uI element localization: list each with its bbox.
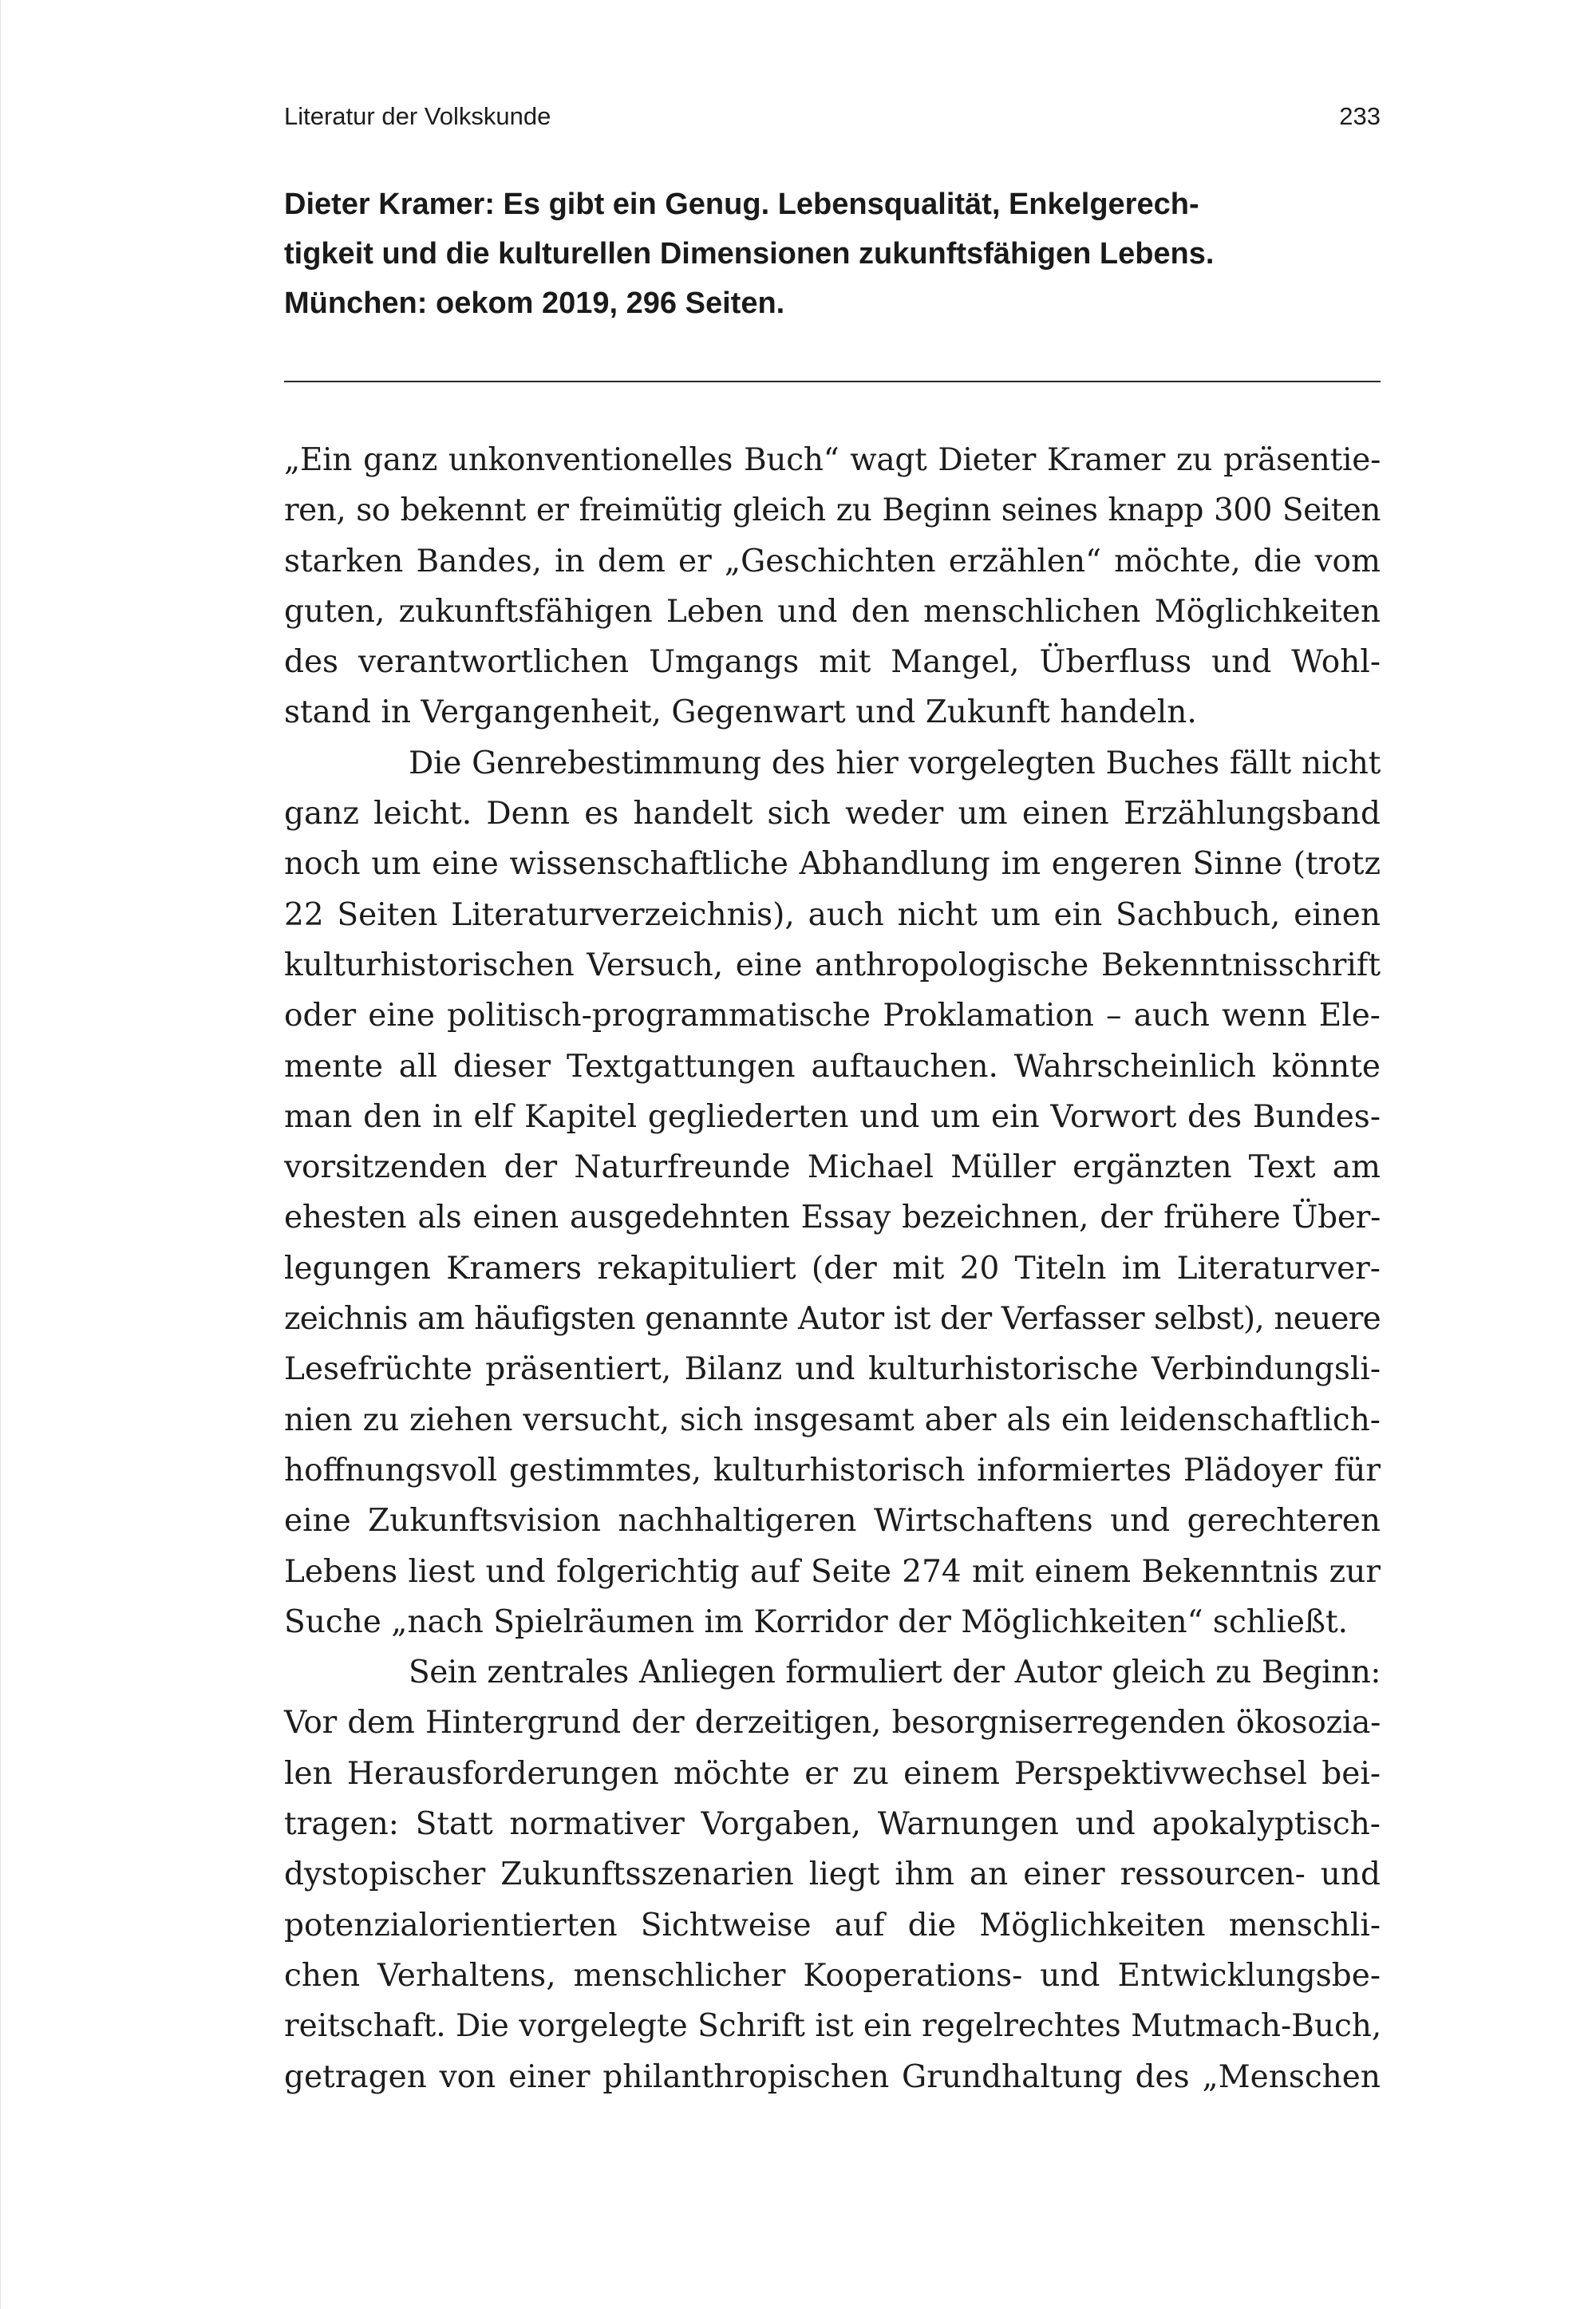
text-line: guten, zukunftsfähigen Leben und den menschlichen Möglichkeiten xyxy=(284,593,1381,630)
running-head xyxy=(284,102,1381,142)
text-line: zeichnis am häufigsten genannte Autor ist der Verfasser selbst), neuere xyxy=(284,1301,1381,1338)
text-line: Vor dem Hintergrund der derzeitigen, besorgniserregenden ökosozia- xyxy=(284,1705,1381,1742)
review-heading-line: tigkeit und die kulturellen Dimensionen zukunftsfähigen Lebens. xyxy=(284,237,1215,271)
text-line: Lebens liest und folgerichtig auf Seite 274 mit einem Bekenntnis zur xyxy=(284,1553,1381,1590)
text-line: ehesten als einen ausgedehnten Essay bezeichnen, der frühere Über- xyxy=(284,1200,1381,1236)
text-line: mente all dieser Textgattungen auftauchen. Wahrscheinlich könnte xyxy=(284,1048,1381,1085)
text-line: ren, so bekennt er freimütig gleich zu Beginn seines knapp 300 Seiten xyxy=(284,492,1381,529)
page-number: 233 xyxy=(1339,102,1381,130)
text-line: reitschaft. Die vorgelegte Schrift ist ein regelrechtes Mutmach-Buch, xyxy=(284,2008,1382,2045)
text-line: vorsitzenden der Naturfreunde Michael Müller ergänzten Text am xyxy=(284,1149,1381,1186)
text-line: kulturhistorischen Versuch, eine anthropologische Bekenntnisschrift xyxy=(284,947,1381,983)
text-line: stand in Vergangenheit, Gegenwart und Zukunft handeln. xyxy=(284,694,1197,731)
text-line: Suche „nach Spielräumen im Korridor der Möglichkeiten“ schließt. xyxy=(284,1603,1349,1640)
text-line: legungen Kramers rekapituliert (der mit 20 Titeln im Literaturver- xyxy=(284,1250,1381,1287)
text-line: dystopischer Zukunftsszenarien liegt ihm an einer ressourcen- und xyxy=(284,1856,1381,1893)
text-line: len Herausforderungen möchte er zu einem Perspektivwechsel bei- xyxy=(284,1755,1381,1792)
text-line: Sein zentrales Anliegen formuliert der Autor gleich zu Beginn: xyxy=(409,1655,1381,1691)
text-line: chen Verhaltens, menschlicher Kooperations- und Entwicklungsbe- xyxy=(284,1957,1381,1994)
review-heading-line: München: oekom 2019, 296 Seiten. xyxy=(284,287,785,320)
text-line: „Ein ganz unkonventionelles Buch“ wagt Dieter Kramer zu präsentie- xyxy=(284,442,1381,478)
paragraph xyxy=(284,1647,1381,2102)
text-line: eine Zukunftsvision nachhaltigeren Wirtschaftens und gerechteren xyxy=(284,1503,1381,1540)
text-line: starken Bandes, in dem er „Geschichten erzählen“ möchte, die vom xyxy=(284,543,1381,579)
heading-divider xyxy=(284,381,1381,382)
running-head-title: Literatur der Volkskunde xyxy=(284,102,551,130)
text-line: hoffnungsvoll gestimmtes, kulturhistorisch informiertes Plädoyer für xyxy=(284,1452,1381,1489)
text-line: noch um eine wissenschaftliche Abhandlung im engeren Sinne (trotz xyxy=(284,846,1381,883)
text-line: man den in elf Kapitel gegliederten und um ein Vorwort des Bundes- xyxy=(284,1098,1381,1135)
review-heading xyxy=(284,180,1381,328)
paragraph xyxy=(284,435,1381,738)
review-heading-line: Dieter Kramer: Es gibt ein Genug. Lebensqualität, Enkelgerech- xyxy=(284,188,1199,221)
text-line: 22 Seiten Literaturverzeichnis), auch nicht um ein Sachbuch, einen xyxy=(284,896,1381,933)
review-body xyxy=(284,435,1381,2102)
text-line: getragen von einer philanthropischen Grundhaltung des „Menschen xyxy=(284,2058,1381,2095)
text-line: tragen: Statt normativer Vorgaben, Warnungen und apokalyptisch- xyxy=(284,1806,1381,1843)
text-line: nien zu ziehen versucht, sich insgesamt aber als ein leidenschaftlich- xyxy=(284,1402,1381,1438)
text-line: Lesefrüchte präsentiert, Bilanz und kulturhistorische Verbindungsli- xyxy=(284,1351,1381,1388)
text-line: des verantwortlichen Umgangs mit Mangel, Überfluss und Wohl- xyxy=(284,644,1381,681)
text-line: oder eine politisch-programmatische Proklamation – auch wenn Ele- xyxy=(284,998,1381,1034)
paragraph xyxy=(284,738,1381,1647)
text-line: Die Genrebestimmung des hier vorgelegten Buches fällt nicht xyxy=(409,745,1381,781)
text-line: ganz leicht. Denn es handelt sich weder um einen Erzählungsband xyxy=(284,796,1381,832)
text-line: potenzialorientierten Sichtweise auf die Möglichkeiten menschli- xyxy=(284,1907,1381,1943)
